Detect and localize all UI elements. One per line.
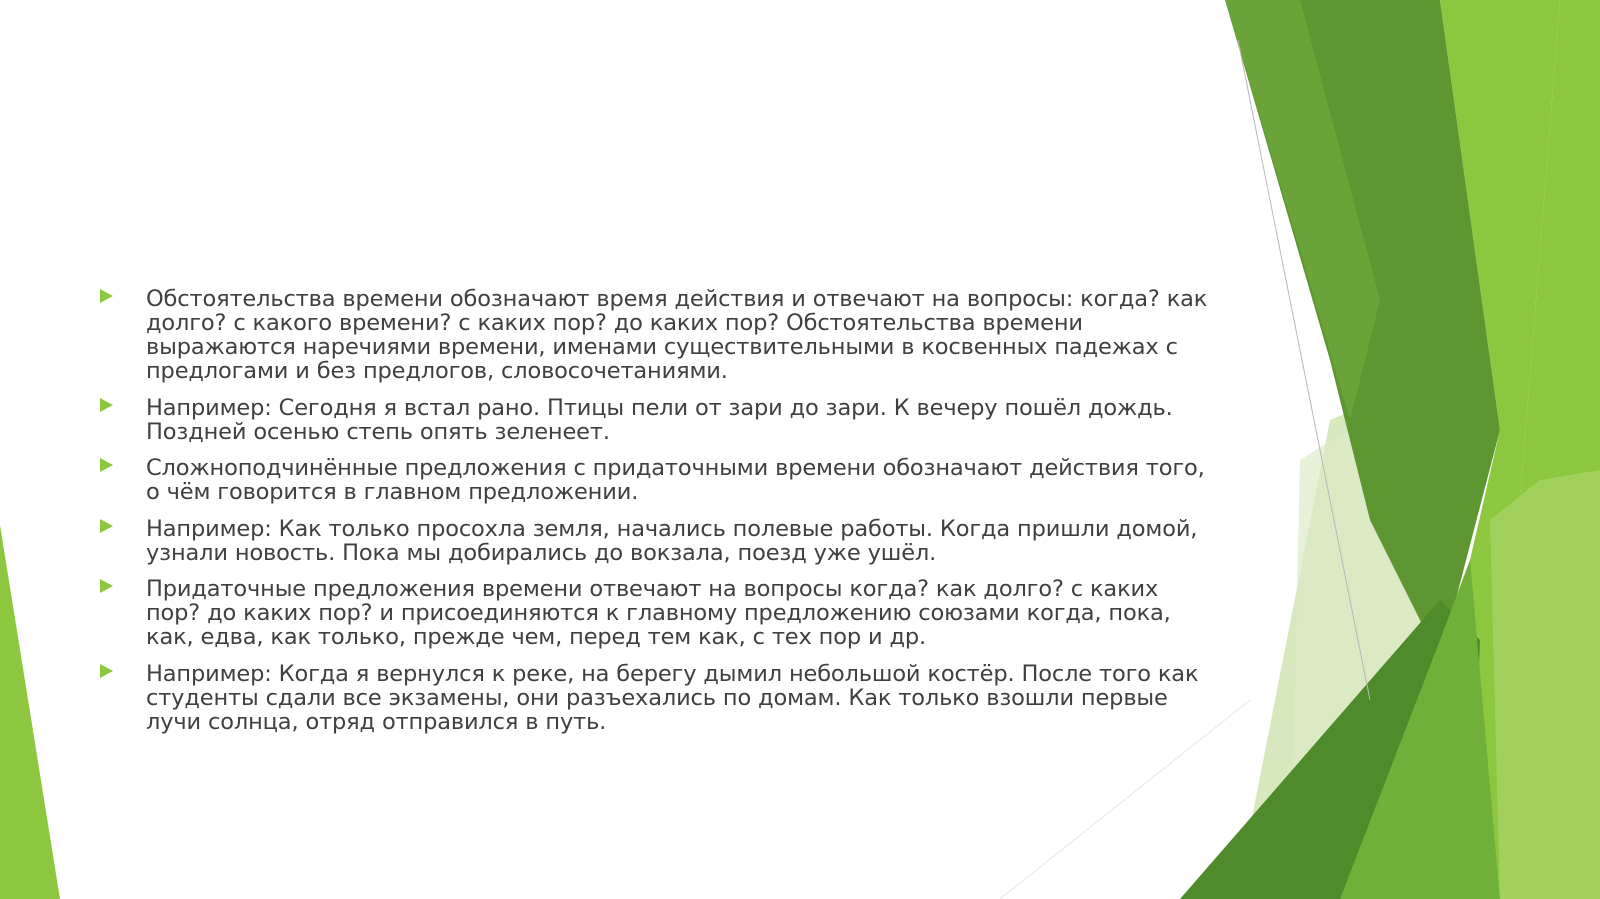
list-item (100, 396, 1210, 444)
triangle-right-icon (100, 289, 113, 303)
list-item (100, 662, 1210, 734)
list-item (100, 287, 1210, 383)
triangle-right-icon (100, 519, 113, 533)
list-item (100, 577, 1210, 649)
triangle-right-icon (100, 398, 113, 412)
triangle-right-icon (100, 458, 113, 472)
triangle-right-icon (100, 664, 113, 678)
bullet-text: Придаточные предложения времени отвечают на вопросы когда? как долго? с каких пор? до каких пор? и присоединяются к главному предложению союзами когда, пока, как, едва, как только, прежде чем, перед тем как, с тех пор и др. (146, 576, 1171, 650)
bullet-list (100, 287, 1210, 746)
list-item (100, 517, 1210, 565)
decor-lower-light (1490, 470, 1600, 899)
list-item (100, 456, 1210, 504)
triangle-right-icon (100, 579, 113, 593)
bullet-text: Например: Сегодня я встал рано. Птицы пели от зари до зари. К вечеру пошёл дождь. Поздней осенью степь опять зеленеет. (146, 394, 1173, 445)
bullet-text: Сложноподчинённые предложения с придаточными времени обозначают действия того, о чём говорится в главном предложении. (146, 455, 1205, 505)
bullet-text: Обстоятельства времени обозначают время действия и отвечают на вопросы: когда? как долго? с какого времени? с каких пор? до каких пор? Обстоятельства времени выражаются наречиями времени, именами существительными в косвенных падежах с предлогами и без предлогов, словосочетаниями. (146, 286, 1208, 384)
decor-left-accent (0, 525, 60, 899)
bullet-text: Например: Как только просохла земля, начались полевые работы. Когда пришли домой, узнали новость. Пока мы добирались до вокзала, поезд уже ушёл. (146, 515, 1198, 566)
bullet-text: Например: Когда я вернулся к реке, на берегу дымил небольшой костёр. После того как студенты сдали все экзамены, они разъехались по домам. Как только взошли первые лучи солнца, отряд отправился в путь. (146, 660, 1199, 735)
